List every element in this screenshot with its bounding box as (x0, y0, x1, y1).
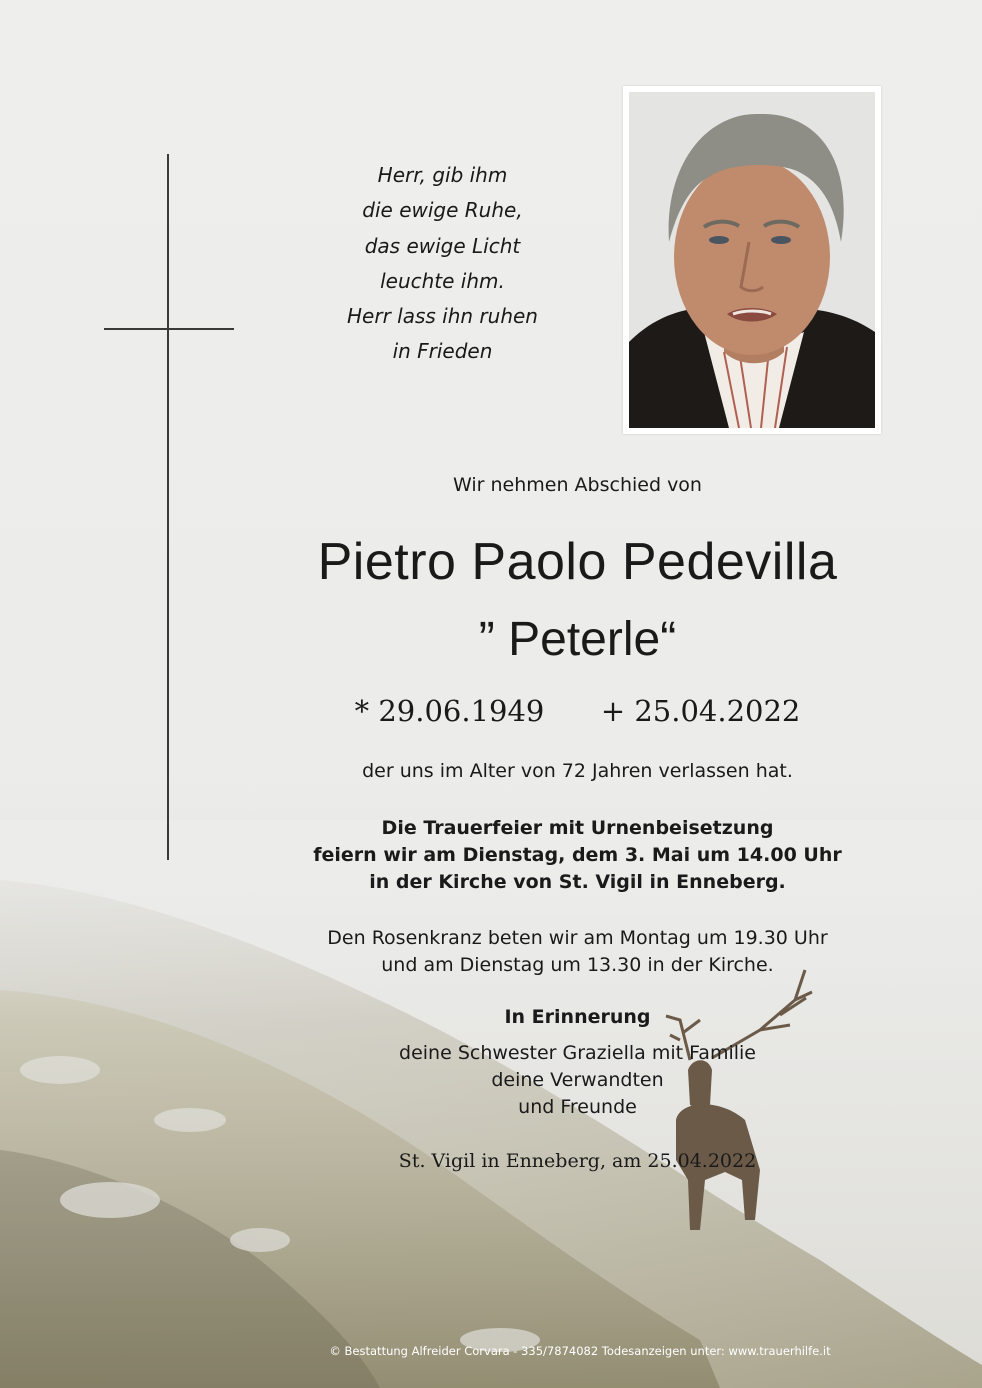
life-dates (320, 694, 835, 728)
death-date: + 25.04.2022 (600, 694, 801, 728)
prayer-line: leuchte ihm. (380, 268, 505, 293)
deceased-name: Pietro Paolo Pedevilla (317, 533, 838, 591)
deceased-nickname: ” Peterle“ (478, 613, 677, 666)
prayer-line: Herr, gib ihm (377, 163, 508, 187)
mourner-line: deine Schwester Graziella mit Familie (399, 1042, 756, 1064)
prayer-line: in Frieden (392, 339, 493, 364)
rosary-text (270, 925, 885, 979)
memory-heading: In Erinnerung (504, 1006, 651, 1028)
place-and-date: St. Vigil in Enneberg, am 25.04.2022 (398, 1150, 757, 1172)
prayer-line: Herr lass ihn ruhen (347, 304, 538, 329)
mourner-line: deine Verwandten (491, 1069, 664, 1091)
ceremony-text (270, 815, 885, 896)
age-line: der uns im Alter von 72 Jahren verlassen hat. (362, 760, 793, 782)
portrait-photo (629, 92, 875, 428)
mourner-line: und Freunde (518, 1096, 637, 1118)
farewell-line: Wir nehmen Abschied von (453, 474, 702, 496)
cross-icon (167, 154, 169, 860)
birth-date: * 29.06.1949 (354, 694, 545, 728)
ceremony-line: Die Trauerfeier mit Urnenbeisetzung (381, 817, 774, 839)
ceremony-line: feiern wir am Dienstag, dem 3. Mai um 14.00 Uhr (313, 844, 842, 866)
rosary-line: und am Dienstag um 13.30 in der Kirche. (381, 954, 774, 976)
prayer-line: die ewige Ruhe, (362, 198, 523, 223)
prayer-line: das ewige Licht (364, 233, 521, 258)
cross-icon-bar (104, 328, 234, 330)
footer-credit: © Bestattung Alfreider Corvara - 335/7874082 Todesanzeigen unter: www.trauerhilfe.it (329, 1344, 831, 1358)
rosary-line: Den Rosenkranz beten wir am Montag um 19.30 Uhr (327, 927, 828, 949)
prayer-text (330, 158, 555, 370)
mourners-list (340, 1040, 815, 1121)
ceremony-line: in der Kirche von St. Vigil in Enneberg. (369, 871, 786, 893)
